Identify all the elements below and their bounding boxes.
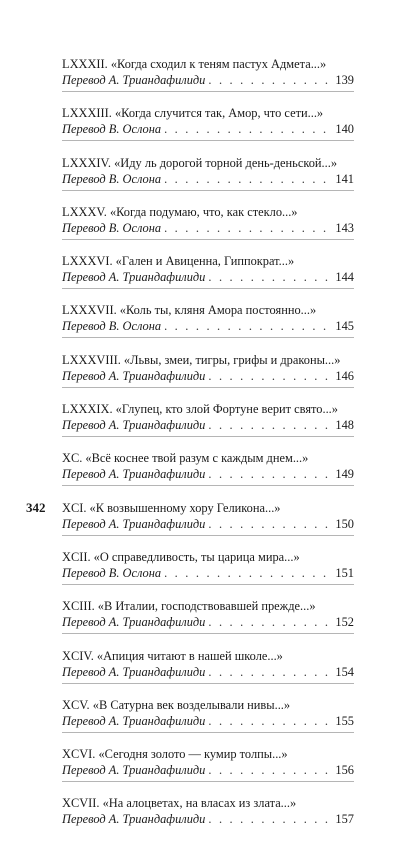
entry-title: LXXXIX. «Глупец, кто злой Фортуне верит свято...» xyxy=(62,402,338,417)
entry-translator: Перевод В. Ослона xyxy=(62,122,162,137)
table-of-contents xyxy=(62,52,354,841)
entry-credit-line xyxy=(62,318,354,334)
toc-entry xyxy=(62,746,354,791)
entry-title: XCIII. «В Италии, господствовавшей прежде...» xyxy=(62,599,316,614)
entry-divider xyxy=(62,190,354,191)
entry-title: XCV. «В Сатурна век возделывали нивы...» xyxy=(62,697,291,712)
dot-leader xyxy=(208,516,332,532)
entry-title: LXXXIII. «Когда случится так, Амор, что сети...» xyxy=(62,106,324,121)
toc-entry xyxy=(62,204,354,249)
entry-divider xyxy=(62,732,354,733)
entry-translator: Перевод А. Триандафилиди xyxy=(62,467,206,482)
entry-page-number: 155 xyxy=(335,713,354,728)
entry-page-number: 139 xyxy=(335,73,354,87)
entry-divider xyxy=(62,683,354,684)
entry-credit-line xyxy=(62,811,354,827)
entry-credit-line xyxy=(62,72,354,88)
entry-page-number: 146 xyxy=(335,368,354,383)
entry-title: XCIV. «Апиция читают в нашей школе...» xyxy=(62,648,283,663)
entry-page-number: 141 xyxy=(335,171,354,186)
entry-title: LXXXII. «Когда сходил к теням пастух Адмета...» xyxy=(62,57,327,71)
entry-translator: Перевод В. Ослона xyxy=(62,565,162,580)
dot-leader xyxy=(164,318,332,334)
entry-page-number: 151 xyxy=(335,565,354,580)
entry-credit-line xyxy=(62,466,354,482)
entry-translator: Перевод В. Ослона xyxy=(62,171,162,186)
entry-translator: Перевод А. Триандафилиди xyxy=(62,270,206,285)
dot-leader xyxy=(164,565,332,581)
entry-divider xyxy=(62,91,354,92)
entry-title: LXXXVI. «Гален и Авиценна, Гиппократ...» xyxy=(62,254,295,269)
entry-translator: Перевод А. Триандафилиди xyxy=(62,664,206,679)
entry-divider xyxy=(62,535,354,536)
toc-entry xyxy=(62,500,354,545)
entry-translator: Перевод А. Триандафилиди xyxy=(62,763,206,778)
entry-page-number: 145 xyxy=(335,319,354,334)
toc-entry xyxy=(62,302,354,347)
entry-credit-line xyxy=(62,121,354,137)
entry-credit-line xyxy=(62,614,354,630)
entry-title: LXXXVIII. «Львы, змеи, тигры, грифы и драконы...» xyxy=(62,352,341,367)
dot-leader xyxy=(208,664,332,680)
entry-divider xyxy=(62,633,354,634)
page-number: 342 xyxy=(26,500,46,515)
entry-translator: Перевод А. Триандафилиди xyxy=(62,73,206,87)
entry-translator: Перевод А. Триандафилиди xyxy=(62,615,206,630)
toc-entry xyxy=(62,648,354,693)
entry-page-number: 152 xyxy=(335,615,354,630)
dot-leader xyxy=(208,417,332,433)
entry-credit-line xyxy=(62,516,354,532)
dot-leader xyxy=(208,762,332,778)
entry-translator: Перевод В. Ослона xyxy=(62,319,162,334)
dot-leader xyxy=(164,220,332,236)
toc-entry xyxy=(62,155,354,200)
entry-credit-line xyxy=(62,417,354,433)
toc-entry xyxy=(62,549,354,594)
entry-divider xyxy=(62,584,354,585)
entry-page-number: 143 xyxy=(335,220,354,235)
dot-leader xyxy=(208,269,332,285)
entry-divider xyxy=(62,436,354,437)
entry-page-number: 154 xyxy=(335,664,354,679)
entry-title: LXXXVII. «Коль ты, кляня Амора постоянно...» xyxy=(62,303,317,318)
toc-entry xyxy=(62,105,354,150)
entry-credit-line xyxy=(62,762,354,778)
entry-credit-line xyxy=(62,368,354,384)
toc-entry xyxy=(62,56,354,101)
entry-title: XCVI. «Сегодня золото — кумир толпы...» xyxy=(62,747,288,762)
toc-entry xyxy=(62,598,354,643)
entry-divider xyxy=(62,387,354,388)
entry-divider xyxy=(62,337,354,338)
entry-credit-line xyxy=(62,269,354,285)
entry-title: LXXXIV. «Иду ль дорогой торной день-деньской...» xyxy=(62,155,338,170)
dot-leader xyxy=(164,121,332,137)
dot-leader xyxy=(208,368,332,384)
dot-leader xyxy=(208,72,332,88)
entry-credit-line xyxy=(62,171,354,187)
entry-title: XC. «Всё коснее твой разум с каждым днем...» xyxy=(62,451,309,466)
entry-title: XCI. «К возвышенному хору Геликона...» xyxy=(62,500,281,515)
dot-leader xyxy=(208,614,332,630)
toc-entry xyxy=(62,401,354,446)
entry-divider xyxy=(62,140,354,141)
entry-divider xyxy=(62,239,354,240)
toc-entry xyxy=(62,253,354,298)
dot-leader xyxy=(208,713,332,729)
entry-divider xyxy=(62,485,354,486)
entry-translator: Перевод В. Ослона xyxy=(62,220,162,235)
toc-entry xyxy=(62,352,354,397)
dot-leader xyxy=(208,811,332,827)
entry-page-number: 156 xyxy=(335,763,354,778)
dot-leader xyxy=(208,466,332,482)
entry-page-number: 150 xyxy=(335,516,354,531)
entry-page-number: 157 xyxy=(335,812,354,827)
entry-credit-line xyxy=(62,565,354,581)
entry-divider xyxy=(62,781,354,782)
entry-credit-line xyxy=(62,220,354,236)
toc-entry xyxy=(62,795,354,840)
toc-entry xyxy=(62,697,354,742)
entry-page-number: 144 xyxy=(335,270,354,285)
entry-title: XCVII. «На алоцветах, на власах из злата...» xyxy=(62,796,297,811)
entry-title: XCII. «О справедливость, ты царица мира...» xyxy=(62,549,300,564)
entry-page-number: 140 xyxy=(335,122,354,137)
dot-leader xyxy=(164,171,332,187)
toc-entry xyxy=(62,450,354,495)
entry-translator: Перевод А. Триандафилиди xyxy=(62,812,206,827)
entry-translator: Перевод А. Триандафилиди xyxy=(62,418,206,433)
entry-translator: Перевод А. Триандафилиди xyxy=(62,713,206,728)
entry-credit-line xyxy=(62,713,354,729)
entry-divider xyxy=(62,288,354,289)
entry-translator: Перевод А. Триандафилиди xyxy=(62,368,206,383)
entry-credit-line xyxy=(62,664,354,680)
entry-page-number: 148 xyxy=(335,418,354,433)
entry-title: LXXXV. «Когда подумаю, что, как стекло...» xyxy=(62,204,298,219)
entry-translator: Перевод А. Триандафилиди xyxy=(62,516,206,531)
entry-page-number: 149 xyxy=(335,467,354,482)
